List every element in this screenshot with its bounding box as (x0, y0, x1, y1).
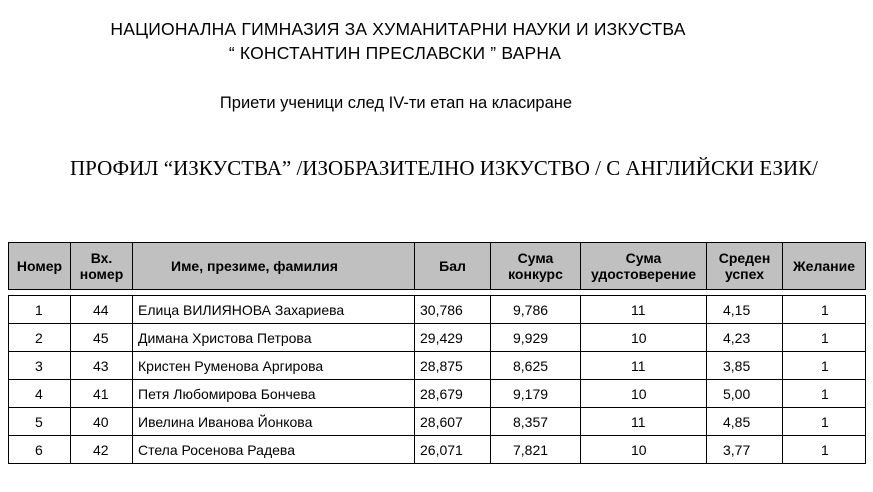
cell-score: 29,429 (415, 324, 491, 352)
cell-certificate-sum: 10 (581, 436, 707, 464)
school-name-city: “ КОНСТАНТИН ПРЕСЛАВСКИ ” ВАРНА (228, 43, 562, 63)
admission-subheading: Приети ученици след IV-ти етап на класиране (219, 94, 573, 112)
cell-full-name: Кристен Руменова Аргирова (133, 352, 415, 380)
cell-average-grade: 3,77 (707, 436, 783, 464)
cell-average-grade: 4,23 (707, 324, 783, 352)
cell-number: 1 (9, 296, 71, 324)
results-table (8, 295, 866, 464)
cell-certificate-sum: 11 (581, 352, 707, 380)
cell-score: 30,786 (415, 296, 491, 324)
table-row (9, 296, 866, 324)
cell-preference: 1 (783, 352, 866, 380)
cell-number: 3 (9, 352, 71, 380)
cell-preference: 1 (783, 296, 866, 324)
table-row (9, 380, 866, 408)
cell-contest-sum: 8,625 (491, 352, 581, 380)
cell-entry-number: 45 (71, 324, 133, 352)
cell-number: 6 (9, 436, 71, 464)
column-header-score: Бал (415, 243, 491, 290)
cell-certificate-sum: 10 (581, 380, 707, 408)
cell-full-name: Димана Христова Петрова (133, 324, 415, 352)
cell-score: 28,679 (415, 380, 491, 408)
cell-number: 2 (9, 324, 71, 352)
school-name: НАЦИОНАЛНА ГИМНАЗИЯ ЗА ХУМАНИТАРНИ НАУКИ И ИЗКУСТВА (110, 19, 686, 39)
cell-number: 4 (9, 380, 71, 408)
table-header-row (9, 243, 866, 290)
cell-preference: 1 (783, 436, 866, 464)
cell-entry-number: 44 (71, 296, 133, 324)
column-header-entry-number: Вх. номер (71, 243, 133, 290)
cell-number: 5 (9, 408, 71, 436)
table-row (9, 352, 866, 380)
cell-contest-sum: 7,821 (491, 436, 581, 464)
cell-average-grade: 4,85 (707, 408, 783, 436)
cell-score: 28,607 (415, 408, 491, 436)
cell-certificate-sum: 11 (581, 296, 707, 324)
profile-title: ПРОФИЛ “ИЗКУСТВА” /ИЗОБРАЗИТЕЛНО ИЗКУСТВО / С АНГЛИЙСКИ ЕЗИК/ (69, 156, 818, 180)
column-header-average-grade: Среден успех (707, 243, 783, 290)
column-header-preference: Желание (783, 243, 866, 290)
column-header-certificate-sum: Сума удостоверение (581, 243, 707, 290)
cell-contest-sum: 9,929 (491, 324, 581, 352)
cell-full-name: Елица ВИЛИЯНОВА Захариева (133, 296, 415, 324)
cell-certificate-sum: 10 (581, 324, 707, 352)
results-table-header (8, 242, 866, 290)
table-row (9, 324, 866, 352)
cell-contest-sum: 9,786 (491, 296, 581, 324)
cell-entry-number: 43 (71, 352, 133, 380)
cell-preference: 1 (783, 408, 866, 436)
cell-full-name: Ивелина Иванова Йонкова (133, 408, 415, 436)
cell-preference: 1 (783, 380, 866, 408)
cell-contest-sum: 8,357 (491, 408, 581, 436)
cell-score: 26,071 (415, 436, 491, 464)
cell-entry-number: 41 (71, 380, 133, 408)
cell-entry-number: 40 (71, 408, 133, 436)
column-header-number: Номер (9, 243, 71, 290)
cell-certificate-sum: 11 (581, 408, 707, 436)
cell-full-name: Стела Росенова Радева (133, 436, 415, 464)
cell-entry-number: 42 (71, 436, 133, 464)
cell-average-grade: 5,00 (707, 380, 783, 408)
cell-contest-sum: 9,179 (491, 380, 581, 408)
table-row (9, 408, 866, 436)
cell-average-grade: 3,85 (707, 352, 783, 380)
table-row (9, 436, 866, 464)
cell-average-grade: 4,15 (707, 296, 783, 324)
cell-full-name: Петя Любомирова Бончева (133, 380, 415, 408)
cell-preference: 1 (783, 324, 866, 352)
column-header-full-name: Име, презиме, фамилия (133, 243, 415, 290)
column-header-contest-sum: Сума конкурс (491, 243, 581, 290)
cell-score: 28,875 (415, 352, 491, 380)
